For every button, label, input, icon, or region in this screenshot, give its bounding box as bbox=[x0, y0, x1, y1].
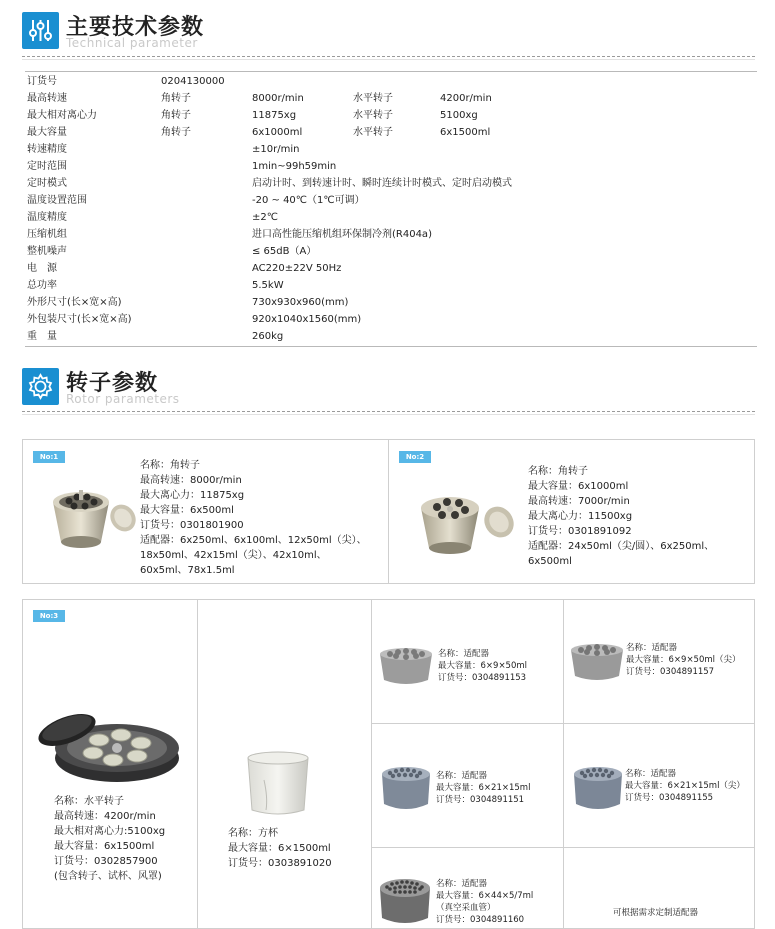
info-line: 最大容量：6×21×15ml（尖） bbox=[625, 781, 745, 791]
spec-value: 6x1000ml bbox=[252, 127, 303, 138]
adapter-image bbox=[572, 764, 624, 814]
adapter-3-info bbox=[436, 770, 530, 806]
angle-rotor-image bbox=[417, 488, 517, 560]
spec-label: 定时模式 bbox=[27, 178, 67, 189]
spec-label: 电 源 bbox=[27, 263, 57, 274]
info-line: （真空采血管） bbox=[436, 903, 496, 913]
info-line: 名称：适配器 bbox=[436, 771, 488, 781]
section-subtitle: Technical parameter bbox=[66, 36, 198, 50]
spec-label: 外形尺寸(长×宽×高) bbox=[27, 297, 122, 308]
spec-row bbox=[25, 175, 757, 192]
spec-row bbox=[25, 73, 757, 90]
adapter-card-4 bbox=[563, 723, 755, 848]
custom-adapter-note: 可根据需求定制适配器 bbox=[613, 908, 699, 918]
spec-row bbox=[25, 243, 757, 260]
info-line: 最高转速：4200r/min bbox=[54, 811, 156, 822]
info-line: 订货号：0304891155 bbox=[625, 793, 714, 803]
info-line: 名称：适配器 bbox=[626, 643, 678, 653]
rotor-card-2 bbox=[388, 439, 755, 584]
divider bbox=[22, 414, 755, 415]
section-title: 主要技术参数 bbox=[66, 15, 205, 40]
info-line: 最大容量：6×44×5/7ml bbox=[436, 891, 534, 901]
spec-row bbox=[25, 141, 757, 158]
info-line: 最大容量：6x1000ml bbox=[528, 481, 629, 492]
swing-rotor-image bbox=[37, 708, 185, 786]
custom-adapter-card bbox=[563, 847, 755, 929]
spec-row bbox=[25, 209, 757, 226]
info-line: 最大容量：6x1500ml bbox=[54, 841, 155, 852]
spec-row bbox=[25, 90, 757, 107]
spec-value: 5.5kW bbox=[252, 280, 284, 291]
info-line: 订货号：0301891092 bbox=[528, 526, 632, 537]
spec-value: ≤ 65dB（A） bbox=[252, 246, 317, 257]
square-cup-image bbox=[244, 748, 312, 820]
info-line: 名称：适配器 bbox=[438, 649, 490, 659]
spec-label: 温度设置范围 bbox=[27, 195, 87, 206]
spec-label: 压缩机组 bbox=[27, 229, 67, 240]
spec-value: 5100xg bbox=[440, 110, 478, 121]
info-line: 订货号：0304891157 bbox=[626, 667, 715, 677]
spec-row bbox=[25, 124, 757, 141]
spec-row bbox=[25, 226, 757, 243]
rotor-card-1 bbox=[22, 439, 389, 584]
spec-value: 260kg bbox=[252, 331, 284, 342]
adapter-card-1 bbox=[371, 599, 564, 724]
info-line: 订货号：0301801900 bbox=[140, 520, 244, 531]
spec-row bbox=[25, 107, 757, 124]
spec-value: ±10r/min bbox=[252, 144, 300, 155]
divider bbox=[22, 56, 755, 57]
info-line: 6x500ml bbox=[528, 556, 572, 567]
info-line: 最大容量：6×9×50ml（尖） bbox=[626, 655, 741, 665]
info-line: 订货号：0304891151 bbox=[436, 795, 525, 805]
info-line: 名称：水平转子 bbox=[54, 796, 124, 807]
info-line: 名称：方杯 bbox=[228, 828, 278, 839]
spec-value: 角转子 bbox=[161, 110, 191, 121]
spec-label: 转速精度 bbox=[27, 144, 67, 155]
spec-row bbox=[25, 277, 757, 294]
cup-info bbox=[228, 826, 332, 871]
adapter-image bbox=[378, 876, 432, 928]
info-line: 适配器：24x50ml（尖/圆）、6x250ml、 bbox=[528, 541, 715, 552]
adapter-4-info bbox=[625, 768, 745, 804]
badge: No:3 bbox=[33, 610, 65, 622]
spec-value: 1min~99h59min bbox=[252, 161, 337, 172]
badge: No:2 bbox=[399, 451, 431, 463]
info-line: 名称：角转子 bbox=[528, 466, 588, 477]
spec-row bbox=[25, 311, 757, 328]
info-line: 最大离心力：11875xg bbox=[140, 490, 245, 501]
info-line: 适配器：6x250ml、6x100ml、12x50ml（尖）、 bbox=[140, 535, 367, 546]
badge: No:1 bbox=[33, 451, 65, 463]
spec-value: AC220±22V 50Hz bbox=[252, 263, 342, 274]
info-line: 订货号：0304891153 bbox=[438, 673, 527, 683]
spec-label: 订货号 bbox=[27, 76, 57, 87]
spec-value: 920x1040x1560(mm) bbox=[252, 314, 362, 325]
spec-label: 定时范围 bbox=[27, 161, 67, 172]
info-line: 最高转速：7000r/min bbox=[528, 496, 630, 507]
spec-value: -20 ~ 40℃（1℃可调） bbox=[252, 195, 365, 206]
info-line: 最高转速：8000r/min bbox=[140, 475, 242, 486]
divider bbox=[22, 59, 755, 60]
info-line: 最大容量：6×1500ml bbox=[228, 843, 331, 854]
spec-value: 角转子 bbox=[161, 93, 191, 104]
info-line: 最大容量：6×21×15ml bbox=[436, 783, 531, 793]
spec-value: 6x1500ml bbox=[440, 127, 491, 138]
sliders-icon bbox=[22, 12, 59, 49]
spec-value: 水平转子 bbox=[353, 127, 393, 138]
spec-label: 最大相对离心力 bbox=[27, 110, 97, 121]
info-line: 60x5ml、78x1.5ml bbox=[140, 565, 235, 576]
info-line: 名称：适配器 bbox=[625, 769, 677, 779]
spec-value: 角转子 bbox=[161, 127, 191, 138]
spec-label: 最大容量 bbox=[27, 127, 67, 138]
section-header-rotor bbox=[22, 368, 755, 408]
info-line: 最大容量：6×9×50ml bbox=[438, 661, 528, 671]
info-line: 最大离心力：11500xg bbox=[528, 511, 633, 522]
adapter-card-2 bbox=[563, 599, 755, 724]
info-line: 最大相对离心力:5100xg bbox=[54, 826, 166, 837]
spec-value: 进口高性能压缩机组环保制冷剂(R404a) bbox=[252, 229, 432, 240]
table-top-rule bbox=[25, 71, 757, 72]
spec-value: 启动计时、到转速计时、瞬时连续计时模式、定时启动模式 bbox=[252, 178, 512, 189]
spec-label: 总功率 bbox=[27, 280, 57, 291]
spec-row bbox=[25, 260, 757, 277]
spec-row bbox=[25, 192, 757, 209]
spec-label: 整机噪声 bbox=[27, 246, 67, 257]
spec-value: 730x930x960(mm) bbox=[252, 297, 349, 308]
adapter-image bbox=[380, 764, 432, 814]
spec-value: 水平转子 bbox=[353, 110, 393, 121]
spec-label: 最高转速 bbox=[27, 93, 67, 104]
rotor-2-info bbox=[528, 464, 714, 569]
section-title: 转子参数 bbox=[66, 371, 159, 396]
section-subtitle: Rotor parameters bbox=[66, 392, 180, 406]
table-bottom-rule bbox=[25, 346, 757, 347]
divider bbox=[22, 411, 755, 412]
info-line: (包含转子、试杯、风罩) bbox=[54, 871, 162, 882]
adapter-card-5 bbox=[371, 847, 564, 929]
section-header-technical bbox=[22, 12, 755, 52]
spec-value: 11875xg bbox=[252, 110, 297, 121]
info-line: 订货号：0304891160 bbox=[436, 915, 525, 925]
rotor-3-info bbox=[54, 794, 165, 884]
adapter-image bbox=[569, 642, 625, 684]
spec-value: 4200r/min bbox=[440, 93, 492, 104]
info-line: 订货号：0302857900 bbox=[54, 856, 158, 867]
spec-value: 0204130000 bbox=[161, 76, 225, 87]
info-line: 名称：适配器 bbox=[436, 879, 488, 889]
spec-row bbox=[25, 328, 757, 345]
angle-rotor-image bbox=[47, 480, 139, 552]
adapter-card-3 bbox=[371, 723, 564, 848]
cup-card bbox=[197, 599, 372, 929]
rotor-1-info bbox=[140, 458, 367, 578]
spec-row bbox=[25, 294, 757, 311]
spec-value: 水平转子 bbox=[353, 93, 393, 104]
spec-value: ±2℃ bbox=[252, 212, 278, 223]
info-line: 最大容量：6x500ml bbox=[140, 505, 234, 516]
spec-label: 外包装尺寸(长×宽×高) bbox=[27, 314, 132, 325]
rotor-card-3 bbox=[22, 599, 198, 929]
spec-row bbox=[25, 158, 757, 175]
spec-label: 重 量 bbox=[27, 331, 57, 342]
spec-table bbox=[25, 73, 757, 345]
adapter-1-info bbox=[438, 648, 527, 684]
adapter-image bbox=[378, 646, 434, 688]
spec-label: 温度精度 bbox=[27, 212, 67, 223]
info-line: 订货号：0303891020 bbox=[228, 858, 332, 869]
spec-value: 8000r/min bbox=[252, 93, 304, 104]
adapter-5-info bbox=[436, 878, 533, 926]
info-line: 18x50ml、42x15ml（尖）、42x10ml、 bbox=[140, 550, 327, 561]
adapter-2-info bbox=[626, 642, 741, 678]
gear-icon bbox=[22, 368, 59, 405]
info-line: 名称：角转子 bbox=[140, 460, 200, 471]
